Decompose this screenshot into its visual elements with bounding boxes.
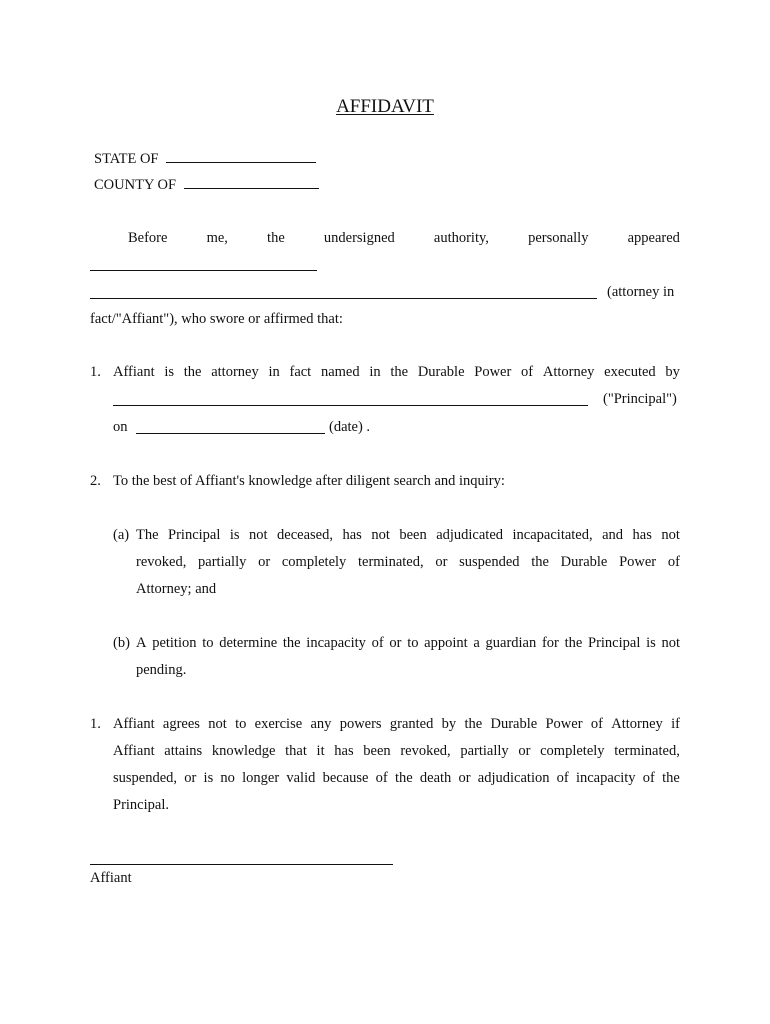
- intro-word: personally: [528, 230, 589, 246]
- item-3-word: if: [671, 716, 680, 732]
- item-3-word: valid: [286, 770, 316, 786]
- sub-a-word: or: [258, 554, 271, 570]
- sub-b-word: incapacity: [306, 635, 366, 651]
- item-1-word: in: [268, 364, 280, 380]
- date-blank[interactable]: [136, 433, 325, 434]
- sub-a-word: not: [661, 527, 680, 543]
- appeared-name-blank[interactable]: [90, 270, 317, 271]
- date-label: (date) .: [329, 419, 371, 435]
- sub-a-label: (a): [113, 527, 130, 543]
- sub-a-word: Principal: [168, 527, 221, 543]
- sub-b-word: appoint: [424, 635, 468, 651]
- sub-b-word: to: [407, 635, 419, 651]
- attorney-name-blank[interactable]: [90, 298, 597, 299]
- item-3-word: suspended,: [113, 770, 178, 786]
- sub-b-word: of: [371, 635, 384, 651]
- sub-a-word: and: [602, 527, 624, 543]
- sub-a-word: or: [435, 554, 448, 570]
- item-3-word: to: [235, 716, 247, 732]
- item-3-number: 1.: [90, 716, 101, 732]
- on-label: on: [113, 419, 128, 435]
- item-1-word: attorney: [211, 364, 259, 380]
- intro-line-1: [128, 231, 680, 246]
- county-label: COUNTY OF: [94, 177, 177, 193]
- state-blank[interactable]: [166, 150, 316, 163]
- item-1-word: Durable: [417, 364, 465, 380]
- item-3-word: incapacity: [575, 770, 636, 786]
- item-3-word: any: [310, 716, 332, 732]
- item-3-word: exercise: [254, 716, 303, 732]
- sub-a-word: adjudicated: [436, 527, 504, 543]
- item-1-word: by: [665, 364, 680, 380]
- item-1-word: fact: [289, 364, 312, 380]
- item-3-word: granted: [389, 716, 434, 732]
- item-3-word: agrees: [162, 716, 200, 732]
- item-2-number: 2.: [90, 473, 101, 489]
- intro-word: appeared: [627, 230, 680, 246]
- item-1-word: the: [183, 364, 202, 380]
- sub-b-word: the: [282, 635, 301, 651]
- sub-a-word: has: [632, 527, 652, 543]
- sub-b-word: not: [661, 635, 680, 651]
- item-3-word: completely: [540, 743, 605, 759]
- sub-b-word: A: [136, 635, 147, 651]
- sub-a-word: completely: [281, 554, 347, 570]
- signature-label: Affiant: [90, 870, 132, 886]
- item-3-word: attains: [164, 743, 203, 759]
- item-3-word: because: [322, 770, 369, 786]
- sub-b-word: determine: [219, 635, 278, 651]
- item-3-word: not: [208, 716, 227, 732]
- sub-b-line-1: [136, 636, 680, 651]
- county-line: [94, 176, 319, 193]
- item-1-word: in: [369, 364, 381, 380]
- item-3-word: it: [316, 743, 325, 759]
- intro-continuation: fact/"Affiant"), who swore or affirmed that:: [90, 311, 343, 327]
- sub-b-word: a: [473, 635, 480, 651]
- sub-a-word: partially: [198, 554, 247, 570]
- item-3-word: of: [590, 716, 603, 732]
- item-3-word: of: [556, 770, 569, 786]
- item-3-word: or: [458, 770, 471, 786]
- intro-word: the: [267, 230, 285, 246]
- item-1-word: executed: [604, 364, 656, 380]
- item-1-number: 1.: [90, 364, 101, 380]
- sub-b-word: the: [564, 635, 583, 651]
- intro-word: authority,: [433, 230, 489, 246]
- item-3-line-1: [113, 717, 680, 732]
- item-3-word: or: [184, 770, 197, 786]
- item-3-line-4: Principal.: [113, 797, 169, 813]
- item-3-word: death: [419, 770, 452, 786]
- item-3-word: the: [394, 770, 413, 786]
- item-3-word: Affiant: [113, 716, 155, 732]
- sub-b-label: (b): [113, 635, 130, 651]
- item-2-text: To the best of Affiant's knowledge after diligent search and inquiry:: [113, 473, 505, 489]
- item-3-word: longer: [242, 770, 280, 786]
- sub-a-line-2: [136, 555, 680, 570]
- sub-b-word: petition: [152, 635, 197, 651]
- item-1-word: is: [164, 364, 175, 380]
- item-3-word: Power: [545, 716, 583, 732]
- item-3-line-2: [113, 744, 680, 759]
- item-3-word: adjudication: [477, 770, 550, 786]
- item-3-word: Durable: [490, 716, 538, 732]
- state-label: STATE OF: [94, 151, 159, 167]
- sub-a-line-3: Attorney; and: [136, 581, 217, 597]
- item-1-word: the: [390, 364, 409, 380]
- sub-a-word: deceased,: [277, 527, 333, 543]
- principal-name-blank[interactable]: [113, 405, 588, 406]
- item-1-word: Attorney: [542, 364, 595, 380]
- item-3-word: has: [334, 743, 354, 759]
- county-blank[interactable]: [184, 176, 319, 189]
- item-3-word: terminated,: [614, 743, 680, 759]
- item-3-line-3: [113, 771, 680, 786]
- item-1-word: of: [521, 364, 534, 380]
- sub-a-word: incapacitated,: [512, 527, 593, 543]
- intro-word: undersigned: [323, 230, 395, 246]
- sub-a-word: not: [249, 527, 268, 543]
- sub-a-word: Durable: [560, 554, 608, 570]
- principal-label: ("Principal"): [603, 391, 677, 407]
- item-3-word: or: [518, 743, 531, 759]
- sub-a-word: The: [136, 527, 159, 543]
- item-1-word: Affiant: [113, 364, 155, 380]
- sub-b-word: to: [202, 635, 214, 651]
- item-3-word: is: [203, 770, 214, 786]
- sub-a-word: revoked,: [136, 554, 187, 570]
- signature-line[interactable]: [90, 864, 393, 865]
- item-3-word: that: [285, 743, 307, 759]
- intro-word: Before: [128, 230, 168, 246]
- sub-a-word: Power: [619, 554, 657, 570]
- item-3-word: of: [375, 770, 388, 786]
- item-3-word: by: [441, 716, 457, 732]
- sub-b-word: or: [389, 635, 402, 651]
- sub-b-word: guardian: [485, 635, 537, 651]
- item-3-word: revoked,: [400, 743, 451, 759]
- sub-a-word: not: [371, 527, 390, 543]
- sub-a-line-1: [136, 528, 680, 543]
- item-3-word: no: [220, 770, 235, 786]
- sub-a-word: been: [399, 527, 427, 543]
- item-3-word: Attorney: [611, 716, 663, 732]
- item-3-word: knowledge: [211, 743, 276, 759]
- sub-a-word: is: [229, 527, 240, 543]
- item-3-word: powers: [339, 716, 382, 732]
- sub-b-line-2: pending.: [136, 662, 187, 678]
- sub-b-word: Principal: [588, 635, 641, 651]
- item-3-word: the: [662, 770, 680, 786]
- item-3-word: Affiant: [113, 743, 155, 759]
- item-1-word: named: [320, 364, 360, 380]
- attorney-in-label: (attorney in: [607, 284, 675, 300]
- intro-word: me,: [206, 230, 228, 246]
- item-3-word: partially: [460, 743, 509, 759]
- item-3-word: been: [363, 743, 391, 759]
- document-title: AFFIDAVIT: [336, 96, 434, 117]
- sub-a-word: suspended: [459, 554, 520, 570]
- sub-a-word: the: [531, 554, 549, 570]
- sub-b-word: is: [646, 635, 656, 651]
- item-1-word: Power: [474, 364, 512, 380]
- item-1-line-1: [113, 365, 680, 380]
- sub-b-word: for: [541, 635, 559, 651]
- item-3-word: the: [464, 716, 483, 732]
- sub-a-word: of: [667, 554, 680, 570]
- state-line: [94, 150, 316, 167]
- sub-a-word: terminated,: [357, 554, 424, 570]
- item-3-word: of: [642, 770, 655, 786]
- sub-a-word: has: [342, 527, 362, 543]
